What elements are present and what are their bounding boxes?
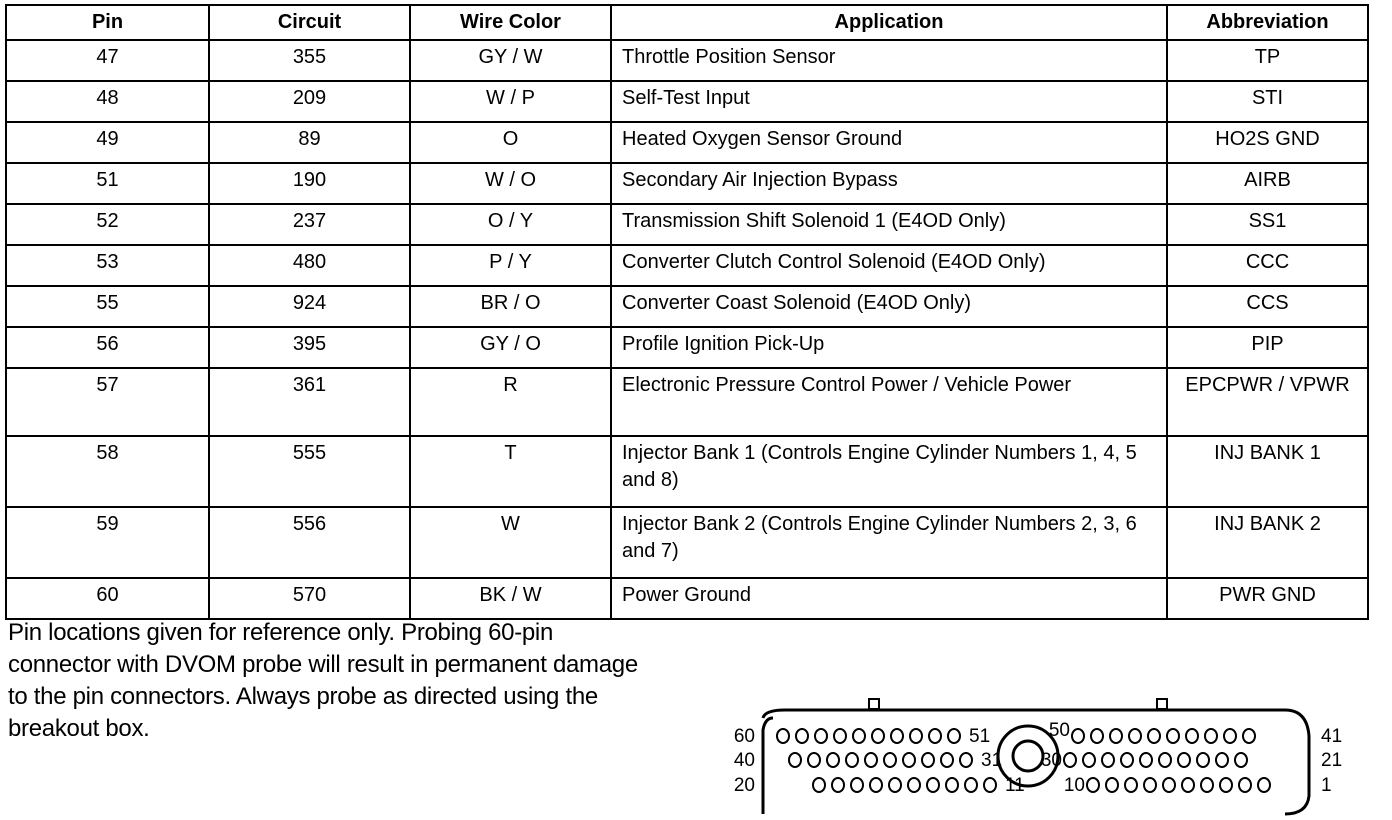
connector-pin <box>1125 778 1137 792</box>
pin-label: 30 <box>1040 750 1062 771</box>
connector-pin <box>1163 778 1175 792</box>
table-row <box>6 507 1368 578</box>
circuit-cell: 480 <box>209 245 410 286</box>
table-row <box>6 327 1368 368</box>
connector-pin <box>1235 753 1247 767</box>
application-cell: Converter Coast Solenoid (E4OD Only) <box>611 286 1167 327</box>
wire-color-cell: GY / O <box>410 327 611 368</box>
application-cell: Transmission Shift Solenoid 1 (E4OD Only) <box>611 204 1167 245</box>
wire-color-cell: GY / W <box>410 40 611 81</box>
pin-label: 60 <box>733 726 755 747</box>
abbreviation-cell: PWR GND <box>1167 578 1368 619</box>
abbreviation-cell: CCC <box>1167 245 1368 286</box>
wire-color-cell: BR / O <box>410 286 611 327</box>
pin-cell: 57 <box>6 368 209 436</box>
abbreviation-cell: SS1 <box>1167 204 1368 245</box>
application-cell: Heated Oxygen Sensor Ground <box>611 122 1167 163</box>
connector-pin <box>808 753 820 767</box>
pin-label: 1 <box>1321 775 1332 796</box>
table-row <box>6 204 1368 245</box>
connector-pin <box>853 729 865 743</box>
table-row <box>6 122 1368 163</box>
probe-warning-note: Pin locations given for reference only. Probing 60-pin connector with DVOM probe will result in permanent damage to the pin connectors. Always probe as directed using the breakout box. <box>8 619 638 742</box>
connector-pin <box>1129 729 1141 743</box>
pin-cell: 56 <box>6 327 209 368</box>
circuit-cell: 395 <box>209 327 410 368</box>
connector-pin <box>1072 729 1084 743</box>
table-row <box>6 578 1368 619</box>
pin-label: 20 <box>733 775 755 796</box>
circuit-cell: 89 <box>209 122 410 163</box>
connector-pin <box>1140 753 1152 767</box>
circuit-cell: 924 <box>209 286 410 327</box>
table-body <box>6 40 1368 619</box>
connector-pin <box>870 778 882 792</box>
connector-pin <box>1205 729 1217 743</box>
wire-color-cell: W <box>410 507 611 578</box>
header-wire-color: Wire Color <box>410 5 611 40</box>
pin-cell: 48 <box>6 81 209 122</box>
connector-pin <box>889 778 901 792</box>
abbreviation-cell: INJ BANK 2 <box>1167 507 1368 578</box>
connector-pin <box>813 778 825 792</box>
pin-label: 21 <box>1321 750 1343 771</box>
connector-pin <box>929 729 941 743</box>
abbreviation-cell: STI <box>1167 81 1368 122</box>
connector-pin <box>1091 729 1103 743</box>
connector-pin <box>1064 753 1076 767</box>
connector-pin <box>815 729 827 743</box>
connector-pin <box>1087 778 1099 792</box>
table-row <box>6 81 1368 122</box>
connector-pin <box>903 753 915 767</box>
connector-pin <box>1258 778 1270 792</box>
connector-pin <box>1239 778 1251 792</box>
connector-pin <box>922 753 934 767</box>
connector-pin <box>941 753 953 767</box>
pin-cell: 53 <box>6 245 209 286</box>
table-row <box>6 436 1368 507</box>
pin-cell: 59 <box>6 507 209 578</box>
pin-cell: 58 <box>6 436 209 507</box>
pin-cell: 47 <box>6 40 209 81</box>
connector-pin <box>1201 778 1213 792</box>
pin-cell: 51 <box>6 163 209 204</box>
wire-color-cell: BK / W <box>410 578 611 619</box>
pin-label: 41 <box>1321 726 1343 747</box>
application-cell: Converter Clutch Control Solenoid (E4OD Only) <box>611 245 1167 286</box>
application-cell: Injector Bank 1 (Controls Engine Cylinder Numbers 1, 4, 5 and 8) <box>611 436 1167 507</box>
connector-pin <box>1216 753 1228 767</box>
circuit-cell: 570 <box>209 578 410 619</box>
connector-pin <box>1083 753 1095 767</box>
connector-pin <box>1243 729 1255 743</box>
pin-label: 51 <box>969 726 991 747</box>
connector-pin <box>796 729 808 743</box>
wire-color-cell: O <box>410 122 611 163</box>
table-row <box>6 368 1368 436</box>
pin-cell: 52 <box>6 204 209 245</box>
abbreviation-cell: PIP <box>1167 327 1368 368</box>
pin-cell: 55 <box>6 286 209 327</box>
pin-label: 50 <box>1048 720 1070 741</box>
pin-cell: 60 <box>6 578 209 619</box>
connector-pin <box>1182 778 1194 792</box>
connector-pin <box>1178 753 1190 767</box>
pin-label: 10 <box>1063 775 1085 796</box>
table-header-row <box>6 5 1368 40</box>
connector-pin <box>1144 778 1156 792</box>
application-cell: Throttle Position Sensor <box>611 40 1167 81</box>
connector-pin <box>1220 778 1232 792</box>
connector-pin <box>851 778 863 792</box>
abbreviation-cell: TP <box>1167 40 1368 81</box>
header-circuit: Circuit <box>209 5 410 40</box>
pin-label: 40 <box>733 750 755 771</box>
wire-color-cell: W / O <box>410 163 611 204</box>
pin-label: 11 <box>1005 775 1025 796</box>
connector-pin <box>777 729 789 743</box>
circuit-cell: 237 <box>209 204 410 245</box>
application-cell: Secondary Air Injection Bypass <box>611 163 1167 204</box>
wire-color-cell: P / Y <box>410 245 611 286</box>
connector-pin <box>1102 753 1114 767</box>
connector-pin <box>984 778 996 792</box>
connector-pin <box>1224 729 1236 743</box>
wire-color-cell: O / Y <box>410 204 611 245</box>
abbreviation-cell: EPCPWR / VPWR <box>1167 368 1368 436</box>
pin-label: 31 <box>981 750 1003 771</box>
connector-pin <box>1121 753 1133 767</box>
connector-pin <box>908 778 920 792</box>
connector-pin <box>927 778 939 792</box>
connector-pin <box>1167 729 1179 743</box>
connector-pin <box>834 729 846 743</box>
connector-pin <box>960 753 972 767</box>
circuit-cell: 190 <box>209 163 410 204</box>
pin-cell: 49 <box>6 122 209 163</box>
header-pin: Pin <box>6 5 209 40</box>
table-row <box>6 163 1368 204</box>
connector-pin <box>1159 753 1171 767</box>
application-cell: Injector Bank 2 (Controls Engine Cylinder Numbers 2, 3, 6 and 7) <box>611 507 1167 578</box>
connector-pin <box>846 753 858 767</box>
wire-color-cell: T <box>410 436 611 507</box>
abbreviation-cell: INJ BANK 1 <box>1167 436 1368 507</box>
application-cell: Self-Test Input <box>611 81 1167 122</box>
connector-pin <box>910 729 922 743</box>
table-row <box>6 40 1368 81</box>
circuit-cell: 556 <box>209 507 410 578</box>
connector-pin <box>827 753 839 767</box>
connector-pin <box>865 753 877 767</box>
circuit-cell: 555 <box>209 436 410 507</box>
circuit-cell: 355 <box>209 40 410 81</box>
circuit-cell: 209 <box>209 81 410 122</box>
abbreviation-cell: AIRB <box>1167 163 1368 204</box>
connector-pin <box>1106 778 1118 792</box>
pin-table <box>5 4 1369 620</box>
table-row <box>6 245 1368 286</box>
connector-pin <box>1148 729 1160 743</box>
connector-pin <box>891 729 903 743</box>
connector-pin <box>832 778 844 792</box>
wire-color-cell: R <box>410 368 611 436</box>
table-row <box>6 286 1368 327</box>
abbreviation-cell: CCS <box>1167 286 1368 327</box>
connector-pin <box>872 729 884 743</box>
application-cell: Electronic Pressure Control Power / Vehicle Power <box>611 368 1167 436</box>
connector-pin <box>789 753 801 767</box>
application-cell: Power Ground <box>611 578 1167 619</box>
connector-pin <box>884 753 896 767</box>
connector-pin <box>965 778 977 792</box>
connector-diagram <box>725 696 1345 816</box>
header-abbreviation: Abbreviation <box>1167 5 1368 40</box>
connector-pin <box>948 729 960 743</box>
connector-pin <box>1110 729 1122 743</box>
connector-pin <box>946 778 958 792</box>
circuit-cell: 361 <box>209 368 410 436</box>
wire-color-cell: W / P <box>410 81 611 122</box>
application-cell: Profile Ignition Pick-Up <box>611 327 1167 368</box>
header-application: Application <box>611 5 1167 40</box>
connector-pin <box>1197 753 1209 767</box>
abbreviation-cell: HO2S GND <box>1167 122 1368 163</box>
connector-pin <box>1186 729 1198 743</box>
